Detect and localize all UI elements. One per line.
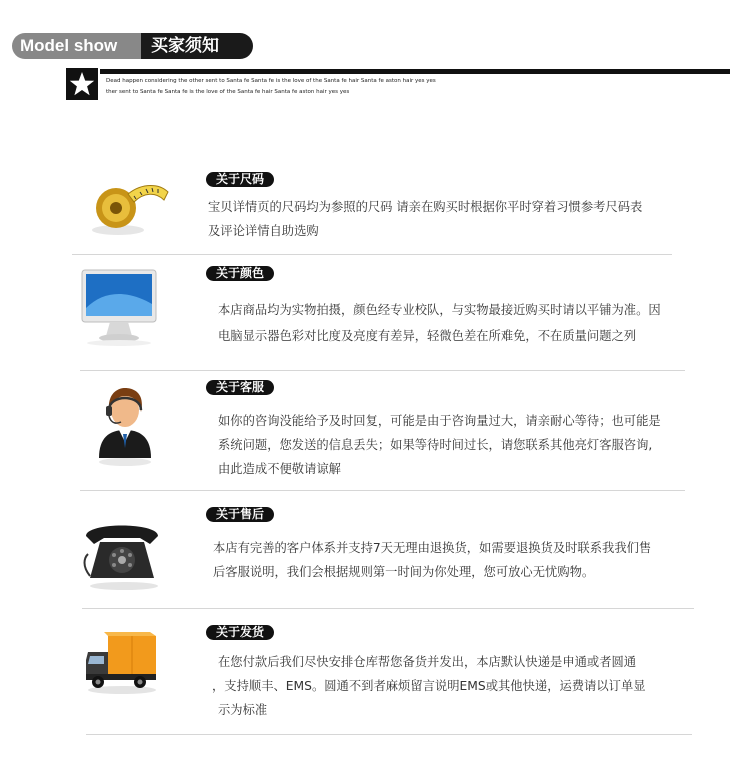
section-title-service: 关于客服 <box>206 380 274 395</box>
telephone-icon <box>82 518 162 594</box>
color-text-line-2: 电脑显示器色彩对比度及亮度有差异，轻微色差在所难免，不在质量问题之列 <box>218 329 637 343</box>
section-divider <box>80 490 685 491</box>
shipping-text-line-2: ，支持顺丰、EMS。圆通不到者麻烦留言说明EMS或其他快递，运费请以订单显 <box>212 679 646 693</box>
section-title-shipping: 关于发货 <box>206 625 274 640</box>
section-title-after-sales: 关于售后 <box>206 507 274 522</box>
section-title-size: 关于尺码 <box>206 172 274 187</box>
after-sales-text-line-2: 后客服说明，我们会根据规则第一时间为你处理，您可放心无忧购物。 <box>213 565 595 579</box>
page-title: 买家须知 <box>141 33 253 59</box>
service-text-line-1: 如你的咨询没能给予及时回复，可能是由于咨询量过大，请亲耐心等待；也可能是 <box>218 414 661 428</box>
section-divider <box>80 370 685 371</box>
customer-service-icon <box>95 382 155 470</box>
size-text-line-1: 宝贝详情页的尺码均为参照的尺码 请亲在购买时根据你平时穿着习惯参考尺码表 <box>208 200 643 214</box>
model-show-label: Model show <box>12 33 141 59</box>
service-text-line-3: 由此造成不便敬请谅解 <box>218 462 341 476</box>
after-sales-text-line-1: 本店有完善的客户体系并支持7天无理由退换货，如需要退换货及时联系我我们售 <box>213 541 652 555</box>
color-text-line-1: 本店商品均为实物拍摄，颜色经专业校队，与实物最接近购买时请以平铺为准。因 <box>218 303 661 317</box>
service-text-line-2: 系统问题，您发送的信息丢失；如果等待时间过长，请您联系其他亮灯客服咨询, <box>218 438 653 452</box>
section-divider <box>86 734 692 735</box>
section-title-color: 关于颜色 <box>206 266 274 281</box>
shipping-text-line-1: 在您付款后我们尽快安排仓库帮您备货并发出，本店默认快递是申通或者圆通 <box>218 655 637 669</box>
truck-icon <box>84 630 160 698</box>
tagline-line-2: ther sent to Santa fe Santa fe is the love of the Santa fe hair Santa fe aston hair yes yes <box>106 89 350 95</box>
tape-measure-icon <box>88 178 176 242</box>
monitor-icon <box>80 268 160 350</box>
header-divider <box>100 69 730 74</box>
section-divider <box>82 608 694 609</box>
size-text-line-2: 及评论详情自助选购 <box>208 224 319 238</box>
section-divider <box>72 254 672 255</box>
shipping-text-line-3: 示为标准 <box>218 703 268 717</box>
star-icon <box>66 68 98 100</box>
tagline-line-1: Dead happen considering the other sent to Santa fe Santa fe is the love of the Santa fe hair Santa fe aston hair yes yes <box>106 78 436 84</box>
